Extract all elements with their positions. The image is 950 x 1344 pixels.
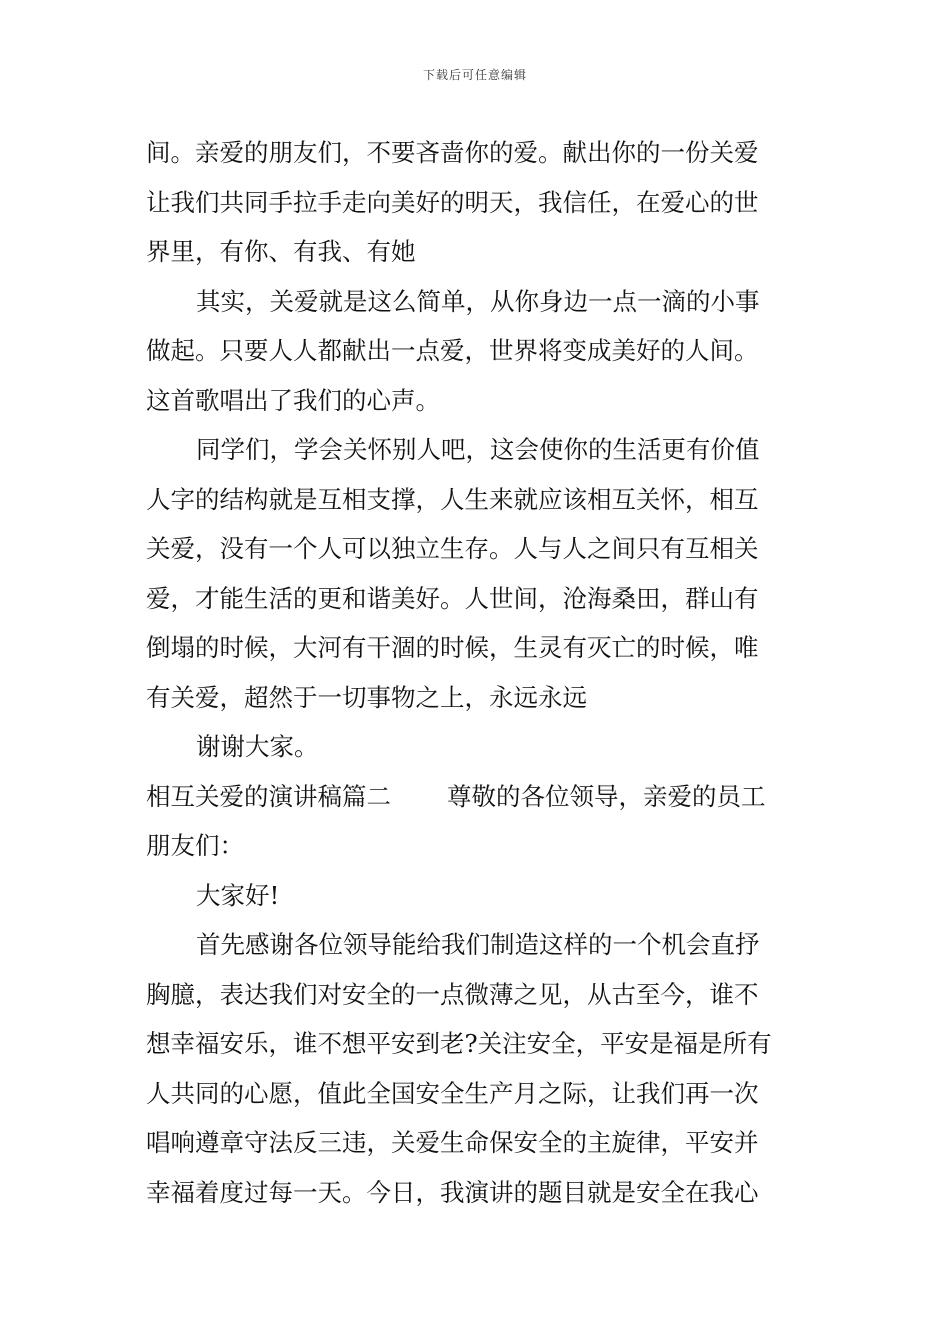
section-heading [146,772,810,822]
text-line: 间。亲爱的朋友们，不要吝啬你的爱。献出你的一份关爱 [146,138,759,167]
text-line: 想幸福安乐，谁不想平安到老?关注安全，平安是福是所有 [146,1029,772,1058]
closing-line: 谢谢大家。 [196,732,319,761]
text-line: 唱响遵章守法反三违，关爱生命保安全的主旋律，平安并 [146,1128,759,1157]
page-header: 下载后可任意编辑 [422,68,527,82]
salutation-start: 尊敬的各位领导，亲爱的员工 [447,781,766,811]
text-line: 做起。只要人人都献出一点爱，世界将变成美好的人间。 [146,336,759,365]
text-line: 让我们共同手拉手走向美好的明天，我信任，在爱心的世 [146,187,759,217]
text-line: 爱，才能生活的更和谐美好。人世间，沧海桑田，群山有 [146,583,759,613]
paragraph-start-line: 同学们，学会关怀别人吧，这会使你的生活更有价值 [196,435,760,464]
paragraph-start-line: 首先感谢各位领导能给我们制造这样的一个机会直抒 [196,930,760,959]
text-line: 倒塌的时候，大河有干涸的时候，生灵有灭亡的时候，唯 [146,633,759,662]
greeting-line: 大家好! [196,880,280,910]
text-line: 这首歌唱出了我们的心声。 [146,385,440,415]
text-line: 朋友们： [146,831,244,860]
text-line: 界里，有你、有我、有她 [146,237,416,266]
paragraph-start-line: 其实，关爱就是这么简单，从你身边一点一滴的小事 [196,286,760,316]
text-line: 人字的结构就是互相支撑，人生来就应该相互关怀，相互 [146,484,759,514]
text-line: 幸福着度过每一天。今日，我演讲的题目就是安全在我心 [146,1177,759,1207]
text-line: 人共同的心愿，值此全国安全生产月之际，让我们再一次 [146,1078,759,1108]
section-title: 相互关爱的演讲稿篇二 [146,781,391,811]
text-line: 胸臆，表达我们对安全的一点微薄之见，从古至今，谁不 [146,979,759,1009]
text-line: 有关爱，超然于一切事物之上，永远永远 [146,682,587,712]
document-body [146,128,810,1217]
text-line: 关爱，没有一个人可以独立生存。人与人之间只有互相关 [146,534,759,563]
